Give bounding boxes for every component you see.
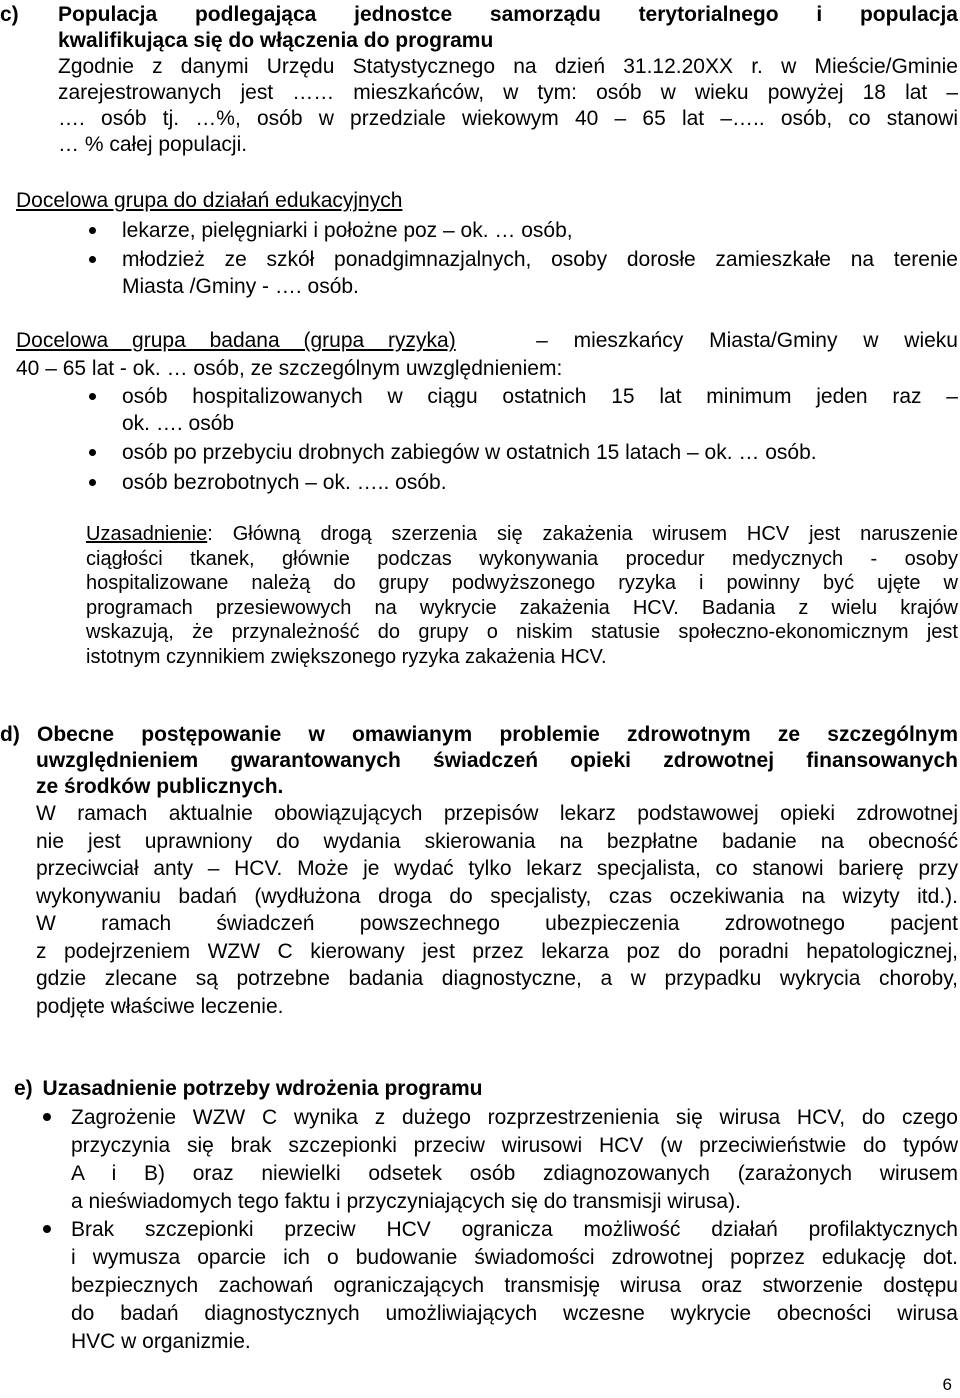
intro-line: Zgodnie z danymi Urzędu Statystycznego na dzień 31.12.20XX r. w Mieście/Gminie — [58, 55, 958, 78]
justification-line: istotnym czynnikiem zwiększonego ryzyka zakażenia HCV. — [86, 645, 607, 668]
justification-line: wskazują, że przynależność do grupy o niskim statusie społeczno-ekonomicznym jest — [86, 621, 958, 643]
bullet-icon — [43, 1225, 51, 1233]
justification-line: hospitalizowane należą do grupy podwyższonego ryzyka i powinny być ujęte w — [86, 572, 958, 594]
section-d-line: podjęte właściwe leczenie. — [36, 994, 284, 1018]
section-e-line: HVC w organizmie. — [71, 1330, 251, 1353]
section-c-heading-line2: kwalifikująca się do włączenia do programu — [58, 29, 494, 52]
section-d-heading-line: uwzględnieniem gwarantowanych świadczeń opieki zdrowotnej finansowanych — [36, 749, 958, 772]
bullet-icon — [89, 479, 96, 486]
section-d-line: nie jest uprawniony do wydania skierowania na bezpłatne badanie na obecność — [36, 829, 958, 853]
target-risk-line1 — [16, 328, 958, 354]
section-c-intro — [58, 54, 958, 158]
risk-item-cont: ok. …. osób — [122, 412, 235, 435]
page-number: 6 — [942, 1375, 952, 1394]
section-d-heading — [36, 722, 958, 800]
edu-item: młodzież ze szkół ponadgimnazjalnych, osoby dorosłe zamieszkałe na terenie — [122, 248, 958, 271]
risk-item: osób po przebyciu drobnych zabiegów w ostatnich 15 latach – ok. … osób. — [122, 441, 817, 464]
section-e-line: Zagrożenie WZW C wynika z dużego rozprzestrzenienia się wirusa HCV, do czego — [71, 1106, 958, 1129]
section-e-bullet-2 — [71, 1216, 958, 1356]
section-e-line: A i B) oraz niewielki odsetek osób zdiagnozowanych (zarażonych wirusem — [71, 1162, 958, 1185]
intro-line: zarejestrowanych jest …… mieszkańców, w tym: osób w wieku powyżej 18 lat – — [58, 81, 958, 104]
section-d-line: W ramach aktualnie obowiązujących przepisów lekarz podstawowej opieki zdrowotnej — [36, 802, 958, 825]
section-e-bullet-1 — [71, 1104, 958, 1216]
section-e-line: i wymusza oparcie ich o budowanie świadomości zdrowotnej poprzez edukację dot. — [71, 1246, 958, 1269]
target-risk-line2: 40 – 65 lat - ok. … osób, ze szczególnym uwzględnieniem: — [16, 357, 563, 380]
target-risk-title: Docelowa grupa badana (grupa ryzyka) — [16, 329, 456, 352]
section-e-heading — [14, 1076, 482, 1102]
bullet-icon — [89, 449, 96, 456]
section-c-label: c) — [0, 3, 19, 26]
bullet-icon — [89, 393, 96, 400]
section-e-line: Brak szczepionki przeciw HCV ogranicza możliwość działań profilaktycznych — [71, 1218, 958, 1241]
section-e-line: a nieświadomych tego faktu i przyczyniających się do transmisji wirusa). — [71, 1190, 741, 1213]
section-d-line: W ramach świadczeń powszechnego ubezpieczenia zdrowotnego pacjent — [36, 912, 958, 935]
section-d-line: wykonywaniu badań (wydłużona droga do specjalisty, czas oczekiwania na wizyty itd.). — [36, 884, 958, 908]
section-d-body — [36, 800, 958, 1020]
section-d-line: gdzie zlecane są potrzebne badania diagnostyczne, a w przypadku wykrycia choroby, — [36, 967, 958, 990]
section-d-line: przeciwciał anty – HCV. Może je wydać tylko lekarz specjalista, co stanowi barierę przy — [36, 857, 958, 880]
risk-item: osób bezrobotnych – ok. ….. osób. — [122, 471, 447, 494]
justification-line: : Główną drogą szerzenia się zakażenia wirusem HCV jest naruszenie — [207, 523, 958, 545]
bullet-icon — [89, 256, 96, 263]
section-e-label: e) — [14, 1077, 33, 1100]
justification-label: Uzasadnienie — [86, 523, 208, 545]
section-e-line: przyczynia się brak szczepionki przeciw wirusowi HCV (w przeciwieństwie do typów — [71, 1134, 958, 1157]
section-e-line: bezpiecznych zachowań ograniczających transmisję wirusa oraz stworzenie dostępu — [71, 1274, 958, 1297]
target-risk-rest: – mieszkańcy Miasta/Gminy w wieku — [536, 329, 958, 352]
justification-line: ciągłości tkanek, głównie podczas wykonywania procedur medycznych - osoby — [86, 547, 958, 570]
intro-line: …. osób tj. …%, osób w przedziale wiekowym 40 – 65 lat –….. osób, co stanowi — [58, 107, 958, 130]
section-d-line: z podejrzeniem WZW C kierowany jest przez lekarza poz do poradni hepatologicznej, — [36, 939, 958, 963]
section-e-line: do badań diagnostycznych umożliwiających wczesne wykrycie obecności wirusa — [71, 1302, 958, 1325]
bullet-icon — [89, 227, 96, 234]
section-d-heading-line: Obecne postępowanie w omawianym problemie zdrowotnym ze szczególnym — [37, 723, 958, 746]
section-d-label: d) — [0, 723, 20, 746]
section-c-heading-line1: Populacja podlegająca jednostce samorządu terytorialnego i populacja — [58, 3, 958, 26]
bullet-icon — [43, 1113, 51, 1121]
edu-item: lekarze, pielęgniarki i położne poz – ok. … osób, — [122, 219, 573, 242]
intro-line: … % całej populacji. — [58, 133, 248, 156]
edu-item-cont: Miasta /Gminy - …. osób. — [122, 275, 359, 298]
justification-line: programach przesiewowych na wykrycie zakażenia HCV. Badania z wielu krajów — [86, 596, 958, 619]
justification-paragraph — [86, 522, 958, 669]
risk-item: osób hospitalizowanych w ciągu ostatnich 15 lat minimum jeden raz – — [122, 385, 958, 408]
target-edu-title: Docelowa grupa do działań edukacyjnych — [16, 189, 403, 212]
section-e-title: Uzasadnienie potrzeby wdrożenia programu — [42, 1077, 483, 1100]
section-d-heading-line: ze środków publicznych. — [36, 775, 284, 798]
